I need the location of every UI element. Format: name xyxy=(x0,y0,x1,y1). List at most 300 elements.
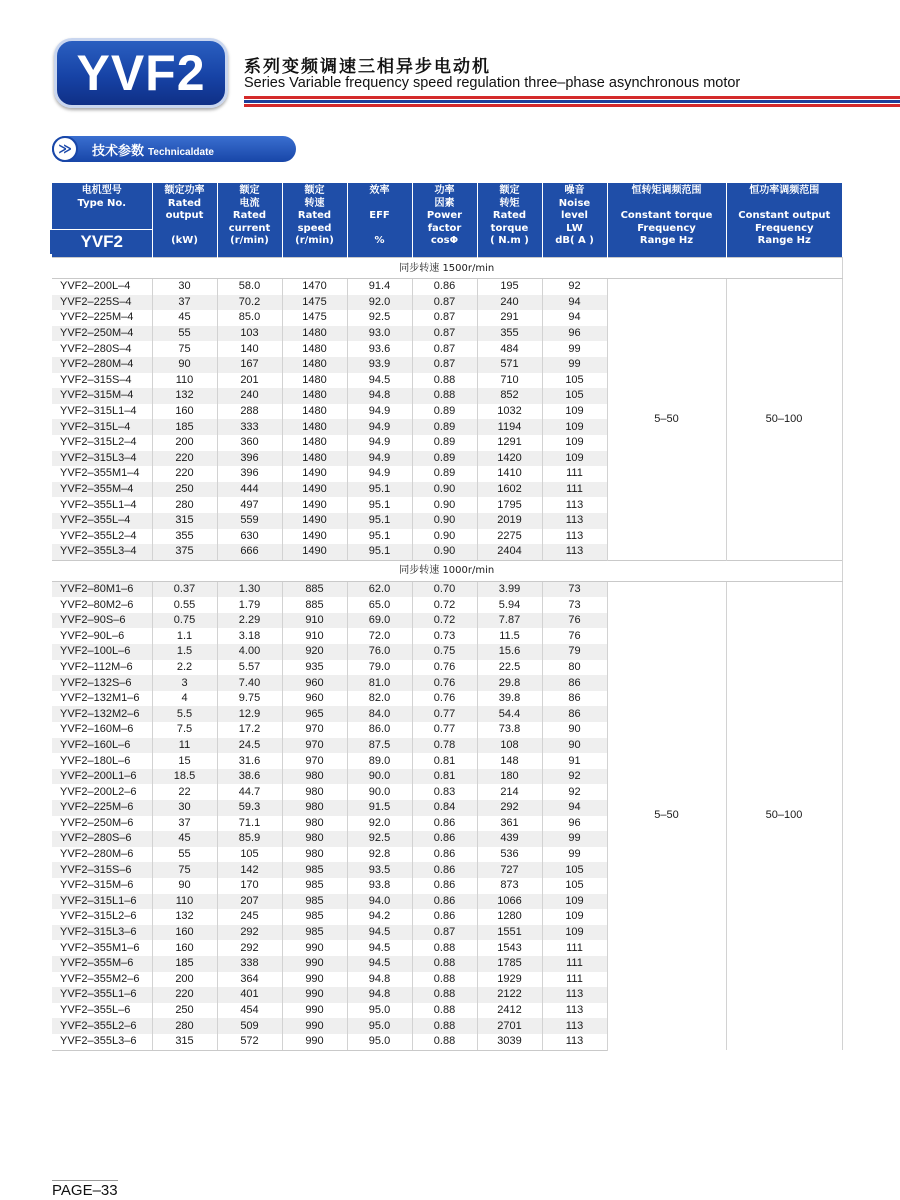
value-cell: 1194 xyxy=(477,419,542,435)
value-cell: 7.5 xyxy=(152,722,217,738)
column-header xyxy=(347,183,412,258)
series-logo xyxy=(54,38,228,108)
value-cell: 666 xyxy=(217,544,282,560)
value-cell: 92.5 xyxy=(347,310,412,326)
value-cell: 0.90 xyxy=(412,497,477,513)
value-cell: 572 xyxy=(217,1034,282,1050)
model-cell: YVF2–100L–6 xyxy=(52,644,152,660)
value-cell: 0.86 xyxy=(412,878,477,894)
value-cell: 94.5 xyxy=(347,373,412,389)
value-cell: 85.9 xyxy=(217,831,282,847)
value-cell: 3.99 xyxy=(477,581,542,597)
value-cell: 90.0 xyxy=(347,784,412,800)
value-cell: 92.0 xyxy=(347,295,412,311)
value-cell: 7.87 xyxy=(477,613,542,629)
value-cell: 99 xyxy=(542,847,607,863)
value-cell: 29.8 xyxy=(477,675,542,691)
column-header-line: Noise xyxy=(558,197,591,209)
model-cell: YVF2–200L–4 xyxy=(52,279,152,295)
value-cell: 109 xyxy=(542,404,607,420)
value-cell: 333 xyxy=(217,419,282,435)
value-cell: 113 xyxy=(542,1003,607,1019)
value-cell: 132 xyxy=(152,909,217,925)
value-cell: 1420 xyxy=(477,451,542,467)
value-cell: 90.0 xyxy=(347,769,412,785)
value-cell: 91 xyxy=(542,753,607,769)
column-header-line: Range Hz xyxy=(757,235,811,246)
value-cell: 0.77 xyxy=(412,722,477,738)
value-cell: 980 xyxy=(282,847,347,863)
value-cell: 111 xyxy=(542,466,607,482)
model-cell: YVF2–80M2–6 xyxy=(52,597,152,613)
value-cell: 965 xyxy=(282,706,347,722)
value-cell: 94.9 xyxy=(347,466,412,482)
value-cell: 37 xyxy=(152,816,217,832)
value-cell: 280 xyxy=(152,1018,217,1034)
model-cell: YVF2–280S–4 xyxy=(52,341,152,357)
column-header xyxy=(217,183,282,258)
value-cell: 0.87 xyxy=(412,310,477,326)
value-cell: 2701 xyxy=(477,1018,542,1034)
value-cell: 94.5 xyxy=(347,925,412,941)
value-cell: 86 xyxy=(542,706,607,722)
value-cell: 91.5 xyxy=(347,800,412,816)
constant-output-range: 50–100 xyxy=(726,581,842,1050)
value-cell: 111 xyxy=(542,972,607,988)
value-cell: 3039 xyxy=(477,1034,542,1050)
value-cell: 95.1 xyxy=(347,529,412,545)
value-cell: 39.8 xyxy=(477,691,542,707)
column-header-line: 转速 xyxy=(304,197,325,209)
model-cell: YVF2–315L1–4 xyxy=(52,404,152,420)
value-cell: 95.1 xyxy=(347,544,412,560)
value-cell: 0.86 xyxy=(412,831,477,847)
value-cell: 960 xyxy=(282,675,347,691)
model-cell: YVF2–355L1–6 xyxy=(52,987,152,1003)
value-cell: 94.5 xyxy=(347,956,412,972)
value-cell: 111 xyxy=(542,956,607,972)
value-cell: 985 xyxy=(282,925,347,941)
value-cell: 220 xyxy=(152,451,217,467)
value-cell: 0.76 xyxy=(412,691,477,707)
value-cell: 111 xyxy=(542,482,607,498)
column-header-line: dB( A ) xyxy=(555,235,594,246)
value-cell: 360 xyxy=(217,435,282,451)
value-cell: 2275 xyxy=(477,529,542,545)
value-cell: 87.5 xyxy=(347,738,412,754)
value-cell: 113 xyxy=(542,1034,607,1050)
value-cell: 113 xyxy=(542,1018,607,1034)
value-cell: 0.87 xyxy=(412,326,477,342)
value-cell: 0.88 xyxy=(412,940,477,956)
value-cell: 99 xyxy=(542,357,607,373)
value-cell: 11 xyxy=(152,738,217,754)
value-cell: 990 xyxy=(282,940,347,956)
value-cell: 12.9 xyxy=(217,706,282,722)
value-cell: 113 xyxy=(542,987,607,1003)
value-cell: 79.0 xyxy=(347,660,412,676)
value-cell: 291 xyxy=(477,310,542,326)
value-cell: 1480 xyxy=(282,373,347,389)
value-cell: 2019 xyxy=(477,513,542,529)
value-cell: 75 xyxy=(152,341,217,357)
table-body xyxy=(52,258,842,1051)
value-cell: 96 xyxy=(542,326,607,342)
column-header xyxy=(477,183,542,258)
value-cell: 170 xyxy=(217,878,282,894)
value-cell: 315 xyxy=(152,513,217,529)
value-cell: 76.0 xyxy=(347,644,412,660)
value-cell: 30 xyxy=(152,279,217,295)
value-cell: 990 xyxy=(282,972,347,988)
value-cell: 207 xyxy=(217,894,282,910)
value-cell: 245 xyxy=(217,909,282,925)
model-cell: YVF2–315L2–6 xyxy=(52,909,152,925)
value-cell: 71.1 xyxy=(217,816,282,832)
model-cell: YVF2–315L3–4 xyxy=(52,451,152,467)
value-cell: 0.89 xyxy=(412,466,477,482)
value-cell: 84.0 xyxy=(347,706,412,722)
value-cell: 91.4 xyxy=(347,279,412,295)
value-cell: 111 xyxy=(542,940,607,956)
column-header-line xyxy=(729,198,841,211)
column-header-line: 电机型号 xyxy=(81,185,122,196)
model-cell: YVF2–355M1–4 xyxy=(52,466,152,482)
value-cell: 95.1 xyxy=(347,497,412,513)
value-cell: 2.29 xyxy=(217,613,282,629)
value-cell: 0.86 xyxy=(412,862,477,878)
value-cell: 92.5 xyxy=(347,831,412,847)
section-label-cn: 技术参数 xyxy=(92,143,145,159)
model-cell: YVF2–355L–6 xyxy=(52,1003,152,1019)
value-cell: 94.8 xyxy=(347,972,412,988)
model-cell: YVF2–355L–4 xyxy=(52,513,152,529)
value-cell: 240 xyxy=(477,295,542,311)
column-header-line: Type No. xyxy=(77,197,127,209)
value-cell: 94.5 xyxy=(347,940,412,956)
value-cell: 1490 xyxy=(282,513,347,529)
column-header-line: Frequency xyxy=(637,222,696,234)
model-cell: YVF2–250M–4 xyxy=(52,326,152,342)
value-cell: 401 xyxy=(217,987,282,1003)
value-cell: 95.0 xyxy=(347,1018,412,1034)
value-cell: 1490 xyxy=(282,529,347,545)
value-cell: 509 xyxy=(217,1018,282,1034)
value-cell: 220 xyxy=(152,987,217,1003)
column-header-line: 电流 xyxy=(239,197,260,209)
value-cell: 0.84 xyxy=(412,800,477,816)
value-cell: 1066 xyxy=(477,894,542,910)
value-cell: 1475 xyxy=(282,310,347,326)
column-header-line: Power xyxy=(426,210,463,221)
table-header xyxy=(52,183,842,258)
column-header-line: Rated xyxy=(492,210,527,221)
constant-torque-range: 5–50 xyxy=(607,279,726,561)
value-cell: 11.5 xyxy=(477,628,542,644)
value-cell: 160 xyxy=(152,925,217,941)
column-header-line xyxy=(350,223,410,236)
value-cell: 0.87 xyxy=(412,295,477,311)
value-cell: 54.4 xyxy=(477,706,542,722)
model-cell: YVF2–315M–4 xyxy=(52,388,152,404)
value-cell: 970 xyxy=(282,753,347,769)
value-cell: 980 xyxy=(282,816,347,832)
value-cell: 94 xyxy=(542,295,607,311)
technical-data-table xyxy=(52,183,843,1051)
value-cell: 105 xyxy=(542,878,607,894)
value-cell: 1490 xyxy=(282,497,347,513)
value-cell: 93.9 xyxy=(347,357,412,373)
value-cell: 93.5 xyxy=(347,862,412,878)
value-cell: 142 xyxy=(217,862,282,878)
value-cell: 94 xyxy=(542,310,607,326)
value-cell: 4 xyxy=(152,691,217,707)
value-cell: 292 xyxy=(477,800,542,816)
value-cell: 31.6 xyxy=(217,753,282,769)
value-cell: 105 xyxy=(542,373,607,389)
value-cell: 0.83 xyxy=(412,784,477,800)
value-cell: 92.8 xyxy=(347,847,412,863)
value-cell: 444 xyxy=(217,482,282,498)
value-cell: 82.0 xyxy=(347,691,412,707)
value-cell: 22.5 xyxy=(477,660,542,676)
value-cell: 910 xyxy=(282,613,347,629)
value-cell: 15 xyxy=(152,753,217,769)
page-number: PAGE–33 xyxy=(52,1182,118,1199)
section-heading-label xyxy=(92,140,214,159)
value-cell: 7.40 xyxy=(217,675,282,691)
value-cell: 90 xyxy=(542,722,607,738)
value-cell: 2404 xyxy=(477,544,542,560)
value-cell: 113 xyxy=(542,513,607,529)
value-cell: 5.5 xyxy=(152,706,217,722)
value-cell: 0.88 xyxy=(412,1018,477,1034)
value-cell: 1551 xyxy=(477,925,542,941)
model-cell: YVF2–355M1–6 xyxy=(52,940,152,956)
value-cell: 0.81 xyxy=(412,753,477,769)
value-cell: 55 xyxy=(152,326,217,342)
value-cell: 364 xyxy=(217,972,282,988)
value-cell: 92.0 xyxy=(347,816,412,832)
value-cell: 94.0 xyxy=(347,894,412,910)
value-cell: 93.0 xyxy=(347,326,412,342)
value-cell: 0.88 xyxy=(412,972,477,988)
value-cell: 94 xyxy=(542,800,607,816)
value-cell: 17.2 xyxy=(217,722,282,738)
value-cell: 44.7 xyxy=(217,784,282,800)
value-cell: 99 xyxy=(542,831,607,847)
model-cell: YVF2–180L–6 xyxy=(52,753,152,769)
value-cell: 160 xyxy=(152,404,217,420)
value-cell: 185 xyxy=(152,419,217,435)
value-cell: 0.72 xyxy=(412,597,477,613)
value-cell: 109 xyxy=(542,925,607,941)
value-cell: 105 xyxy=(542,388,607,404)
value-cell: 92 xyxy=(542,784,607,800)
value-cell: 985 xyxy=(282,878,347,894)
column-header-line: output xyxy=(165,210,204,221)
value-cell: 920 xyxy=(282,644,347,660)
value-cell: 59.3 xyxy=(217,800,282,816)
model-cell: YVF2–225M–4 xyxy=(52,310,152,326)
value-cell: 58.0 xyxy=(217,279,282,295)
value-cell: 1470 xyxy=(282,279,347,295)
value-cell: 439 xyxy=(477,831,542,847)
column-header-line: 转矩 xyxy=(499,197,520,209)
value-cell: 3.18 xyxy=(217,628,282,644)
value-cell: 0.89 xyxy=(412,419,477,435)
column-header-line: EFF xyxy=(369,210,390,221)
model-cell: YVF2–80M1–6 xyxy=(52,581,152,597)
value-cell: 180 xyxy=(477,769,542,785)
model-cell: YVF2–280M–6 xyxy=(52,847,152,863)
model-cell: YVF2–315L1–6 xyxy=(52,894,152,910)
value-cell: 1032 xyxy=(477,404,542,420)
value-cell: 55 xyxy=(152,847,217,863)
value-cell: 1480 xyxy=(282,357,347,373)
value-cell: 0.86 xyxy=(412,847,477,863)
model-cell: YVF2–90L–6 xyxy=(52,628,152,644)
column-header-line: (r/min) xyxy=(230,235,269,246)
value-cell: 0.76 xyxy=(412,660,477,676)
value-cell: 1291 xyxy=(477,435,542,451)
value-cell: 113 xyxy=(542,544,607,560)
column-header-line: Range Hz xyxy=(639,235,694,246)
value-cell: 85.0 xyxy=(217,310,282,326)
value-cell: 0.75 xyxy=(152,613,217,629)
value-cell: 86 xyxy=(542,691,607,707)
value-cell: 0.87 xyxy=(412,357,477,373)
column-header-line: 恒转矩调频范围 xyxy=(631,185,702,196)
value-cell: 92 xyxy=(542,769,607,785)
value-cell: 95.1 xyxy=(347,513,412,529)
value-cell: 980 xyxy=(282,784,347,800)
column-header-line: Constant output xyxy=(738,210,831,221)
model-cell: YVF2–355L2–4 xyxy=(52,529,152,545)
value-cell: 727 xyxy=(477,862,542,878)
value-cell: 1480 xyxy=(282,451,347,467)
model-cell: YVF2–315L–4 xyxy=(52,419,152,435)
value-cell: 108 xyxy=(477,738,542,754)
value-cell: 1490 xyxy=(282,544,347,560)
value-cell: 361 xyxy=(477,816,542,832)
value-cell: 1480 xyxy=(282,341,347,357)
value-cell: 69.0 xyxy=(347,613,412,629)
value-cell: 1.30 xyxy=(217,581,282,597)
value-cell: 132 xyxy=(152,388,217,404)
value-cell: 0.88 xyxy=(412,956,477,972)
value-cell: 1543 xyxy=(477,940,542,956)
value-cell: 315 xyxy=(152,1034,217,1050)
column-header xyxy=(726,183,842,258)
value-cell: 0.73 xyxy=(412,628,477,644)
value-cell: 75 xyxy=(152,862,217,878)
model-badge: YVF2 xyxy=(50,229,154,254)
model-cell: YVF2–225S–4 xyxy=(52,295,152,311)
value-cell: 1410 xyxy=(477,466,542,482)
value-cell: 73 xyxy=(542,597,607,613)
model-cell: YVF2–315M–6 xyxy=(52,878,152,894)
column-header-line: Rated xyxy=(167,197,202,209)
value-cell: 86.0 xyxy=(347,722,412,738)
value-cell: 1475 xyxy=(282,295,347,311)
column-header-line: Frequency xyxy=(754,222,814,234)
column-header-line xyxy=(610,198,724,211)
value-cell: 94.9 xyxy=(347,435,412,451)
model-cell: YVF2–200L1–6 xyxy=(52,769,152,785)
model-cell: YVF2–132M2–6 xyxy=(52,706,152,722)
model-cell: YVF2–315S–4 xyxy=(52,373,152,389)
value-cell: 292 xyxy=(217,940,282,956)
model-cell: YVF2–250M–6 xyxy=(52,816,152,832)
value-cell: 220 xyxy=(152,466,217,482)
value-cell: 90 xyxy=(542,738,607,754)
value-cell: 109 xyxy=(542,894,607,910)
value-cell: 5.57 xyxy=(217,660,282,676)
column-header-line: speed xyxy=(297,222,332,234)
column-header-line: 恒功率调频范围 xyxy=(749,185,820,196)
value-cell: 630 xyxy=(217,529,282,545)
value-cell: 95.1 xyxy=(347,482,412,498)
value-cell: 148 xyxy=(477,753,542,769)
value-cell: 95.0 xyxy=(347,1003,412,1019)
value-cell: 497 xyxy=(217,497,282,513)
value-cell: 94.2 xyxy=(347,909,412,925)
column-header-line: factor xyxy=(427,222,462,234)
value-cell: 0.88 xyxy=(412,373,477,389)
value-cell: 0.76 xyxy=(412,675,477,691)
model-cell: YVF2–355M–4 xyxy=(52,482,152,498)
model-cell: YVF2–315L3–6 xyxy=(52,925,152,941)
value-cell: 200 xyxy=(152,972,217,988)
model-cell: YVF2–355M–6 xyxy=(52,956,152,972)
model-cell: YVF2–280S–6 xyxy=(52,831,152,847)
value-cell: 970 xyxy=(282,738,347,754)
value-cell: 95.0 xyxy=(347,1034,412,1050)
value-cell: 0.72 xyxy=(412,613,477,629)
column-header-line: 额定 xyxy=(239,185,260,196)
value-cell: 76 xyxy=(542,613,607,629)
column-header-line: Rated xyxy=(232,210,267,221)
column-header xyxy=(152,183,217,258)
value-cell: 94.9 xyxy=(347,419,412,435)
model-cell: YVF2–90S–6 xyxy=(52,613,152,629)
value-cell: 73.8 xyxy=(477,722,542,738)
value-cell: 1.79 xyxy=(217,597,282,613)
model-cell: YVF2–315L2–4 xyxy=(52,435,152,451)
model-cell: YVF2–355M2–6 xyxy=(52,972,152,988)
model-cell: YVF2–280M–4 xyxy=(52,357,152,373)
value-cell: 250 xyxy=(152,482,217,498)
value-cell: 559 xyxy=(217,513,282,529)
value-cell: 0.55 xyxy=(152,597,217,613)
value-cell: 160 xyxy=(152,940,217,956)
speed-group-label: 同步转速 1500r/min xyxy=(52,258,842,279)
value-cell: 0.86 xyxy=(412,909,477,925)
value-cell: 90 xyxy=(152,878,217,894)
value-cell: 94.9 xyxy=(347,451,412,467)
model-cell: YVF2–132M1–6 xyxy=(52,691,152,707)
value-cell: 885 xyxy=(282,581,347,597)
value-cell: 288 xyxy=(217,404,282,420)
value-cell: 1795 xyxy=(477,497,542,513)
value-cell: 109 xyxy=(542,435,607,451)
column-header-line: 额定 xyxy=(499,185,520,196)
value-cell: 985 xyxy=(282,862,347,878)
series-logo-text: YVF2 xyxy=(76,45,206,101)
value-cell: 0.88 xyxy=(412,1034,477,1050)
column-header-line xyxy=(155,223,215,236)
